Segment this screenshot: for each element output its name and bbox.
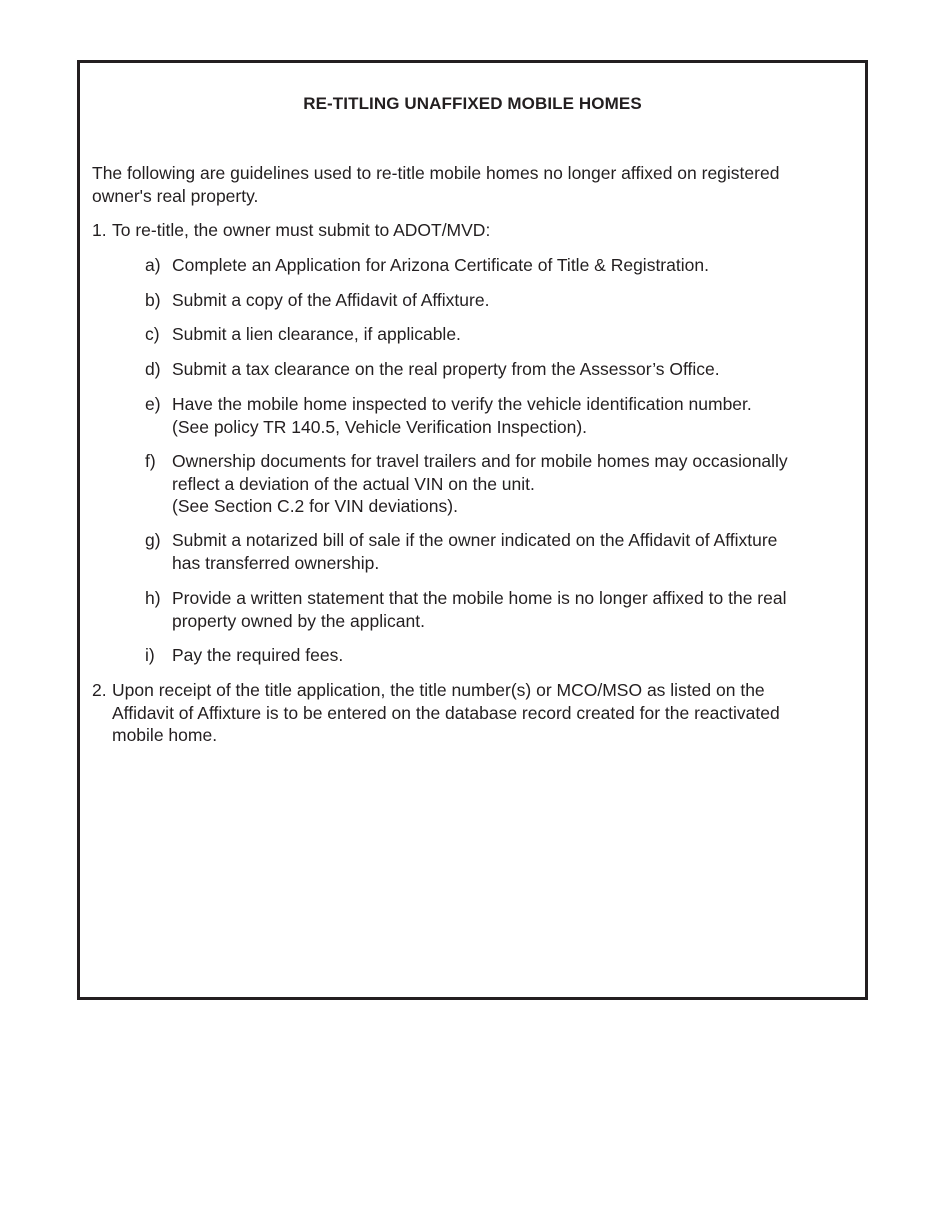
sub-item-line: (See Section C.2 for VIN deviations). bbox=[172, 496, 458, 516]
sub-item-line: Submit a notarized bill of sale if the owner indicated on the Affidavit of Affixture bbox=[172, 530, 778, 550]
sub-item-line: Submit a lien clearance, if applicable. bbox=[172, 324, 461, 344]
sub-item-text bbox=[172, 529, 845, 574]
sub-item-line: Have the mobile home inspected to verify the vehicle identification number. bbox=[172, 394, 752, 414]
sub-item-letter: c) bbox=[145, 324, 160, 344]
sub-item-letter: h) bbox=[145, 588, 161, 608]
sub-item-line: Submit a copy of the Affidavit of Affixture. bbox=[172, 290, 490, 310]
sub-item-letter: e) bbox=[145, 394, 161, 414]
item-number: 1. bbox=[92, 220, 107, 240]
sub-item-line: reflect a deviation of the actual VIN on the unit. bbox=[172, 473, 535, 494]
sub-item-text bbox=[172, 450, 845, 518]
sub-item-line: Pay the required fees. bbox=[172, 645, 344, 665]
sub-item-line: Complete an Application for Arizona Certificate of Title & Registration. bbox=[172, 255, 709, 275]
sub-item-f bbox=[145, 450, 845, 518]
sub-item-line: (See policy TR 140.5, Vehicle Verification Inspection). bbox=[172, 416, 588, 437]
sub-item-text bbox=[172, 289, 845, 312]
sub-item-letter: g) bbox=[145, 530, 161, 550]
sub-item-a bbox=[145, 254, 845, 277]
sub-item-text bbox=[172, 393, 845, 438]
sub-item-h bbox=[145, 587, 845, 632]
item-line: Affidavit of Affixture is to be entered on the database record created for the reactivated bbox=[112, 702, 780, 723]
intro-paragraph bbox=[92, 162, 842, 207]
sub-item-text bbox=[172, 587, 845, 632]
sub-item-c bbox=[145, 323, 845, 346]
item-line: Upon receipt of the title application, the title number(s) or MCO/MSO as listed on the bbox=[112, 680, 765, 700]
sub-item-line: property owned by the applicant. bbox=[172, 610, 425, 631]
item-text: To re-title, the owner must submit to ADOT/MVD: bbox=[112, 220, 491, 240]
sub-item-letter: i) bbox=[145, 645, 155, 665]
intro-line: The following are guidelines used to re-title mobile homes no longer affixed on registered bbox=[92, 163, 780, 183]
sub-item-e bbox=[145, 393, 845, 438]
intro-line: owner's real property. bbox=[92, 185, 259, 206]
document-title: RE-TITLING UNAFFIXED MOBILE HOMES bbox=[303, 94, 642, 113]
sub-item-line: Ownership documents for travel trailers and for mobile homes may occasionally bbox=[172, 451, 788, 471]
sub-item-b bbox=[145, 289, 845, 312]
item-text bbox=[112, 679, 852, 747]
sub-item-i bbox=[145, 644, 845, 667]
sub-item-line: has transferred ownership. bbox=[172, 552, 380, 573]
document-frame bbox=[77, 60, 868, 1000]
item-line: mobile home. bbox=[112, 725, 218, 745]
sub-item-line: Submit a tax clearance on the real property from the Assessor’s Office. bbox=[172, 359, 720, 379]
sub-item-g bbox=[145, 529, 845, 574]
sub-item-d bbox=[145, 358, 845, 381]
sub-item-letter: f) bbox=[145, 451, 156, 471]
sub-item-letter: a) bbox=[145, 255, 161, 275]
sub-item-text bbox=[172, 254, 845, 277]
item-number: 2. bbox=[92, 680, 107, 700]
list-item-1 bbox=[92, 219, 852, 242]
sub-item-text bbox=[172, 644, 845, 667]
sub-item-line: Provide a written statement that the mobile home is no longer affixed to the real bbox=[172, 588, 787, 608]
sub-item-letter: d) bbox=[145, 359, 161, 379]
sub-item-letter: b) bbox=[145, 290, 161, 310]
sub-item-text bbox=[172, 323, 845, 346]
sub-item-text bbox=[172, 358, 845, 381]
list-item-2 bbox=[92, 679, 852, 747]
